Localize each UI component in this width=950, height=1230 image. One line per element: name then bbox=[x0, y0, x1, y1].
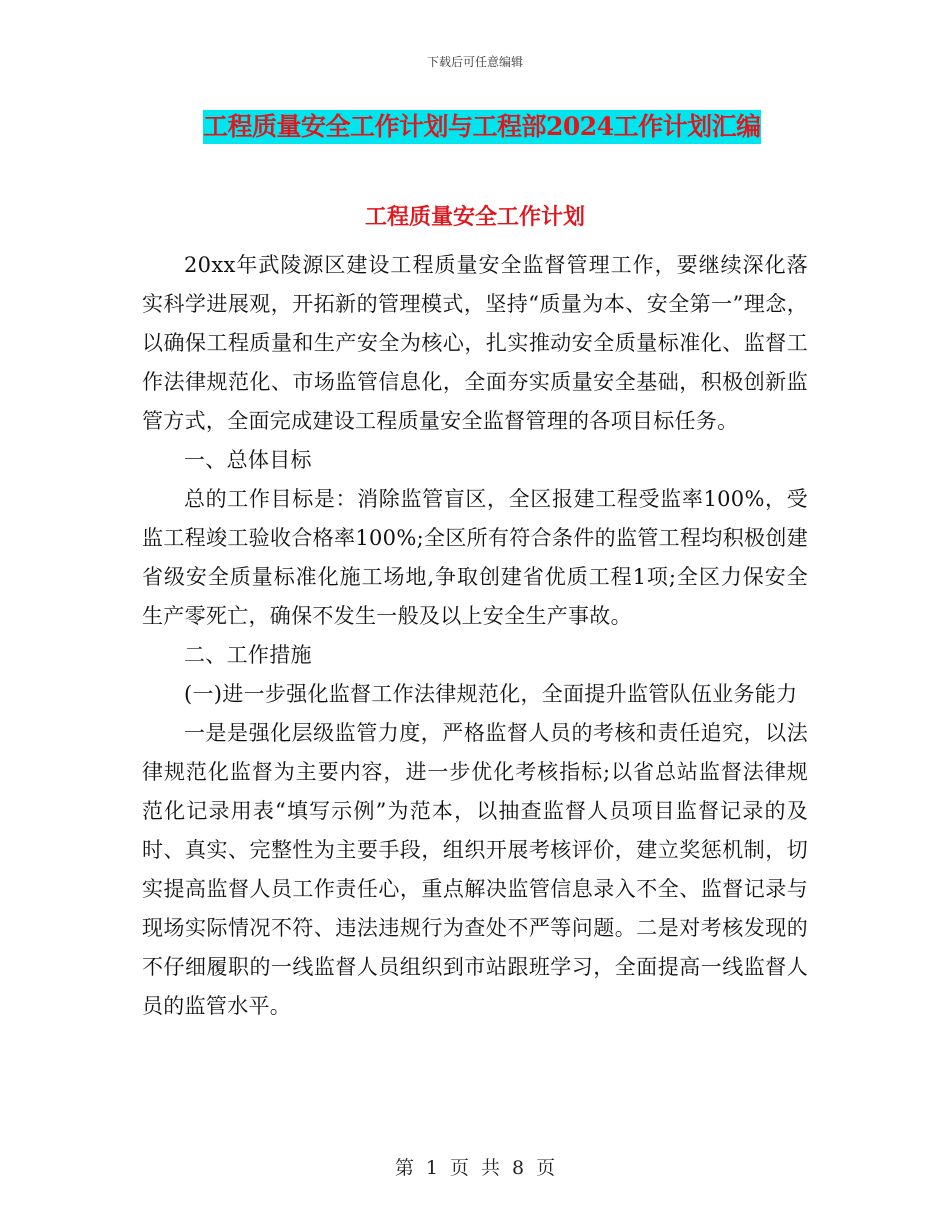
main-title: 工程质量安全工作计划与工程部2024工作计划汇编 bbox=[203, 110, 761, 144]
heading-work-measures: 二、工作措施 bbox=[184, 643, 312, 667]
header-note: 下载后可任意编辑 bbox=[426, 55, 523, 69]
section-title: 工程质量安全工作计划 bbox=[364, 204, 585, 230]
page-footer: 第 1 页 共 8 页 bbox=[394, 1157, 556, 1179]
paragraph-measure-1: (一)进一步强化监督工作法律规范化，全面提升监管队伍业务能力 bbox=[184, 682, 798, 706]
paragraph-intro: 20xx年武陵源区建设工程质量安全监督管理工作，要继续深化落实科学进展观，开拓新的管理模式，坚持“质量为本、安全第一”理念，以确保工程质量和生产安全为核心，扎实推动安全质量标准化、监督工作法律规范化、市场监管信息化，全面夯实质量安全基础，积极创新监管方式，全面完成建设工程质量安全监督管理的各项目标任务。 bbox=[142, 253, 808, 433]
heading-overall-goal: 一、总体目标 bbox=[184, 448, 312, 472]
body-text bbox=[142, 246, 808, 1026]
paragraph-goal: 总的工作目标是：消除监管盲区，全区报建工程受监率100%，受监工程竣工验收合格率100%;全区所有符合条件的监管工程均积极创建省级安全质量标准化施工场地,争取创建省优质工程1项;全区力保安全生产零死亡，确保不发生一般及以上安全生产事故。 bbox=[142, 487, 808, 628]
paragraph-measure-detail: 一是是强化层级监管力度，严格监督人员的考核和责任追究，以法律规范化监督为主要内容，进一步优化考核指标;以省总站监督法律规范化记录用表“填写示例”为范本，以抽查监督人员项目监督记录的及时、真实、完整性为主要手段，组织开展考核评价，建立奖惩机制，切实提高监督人员工作责任心，重点解决监管信息录入不全、监督记录与现场实际情况不符、违法违规行为查处不严等问题。二是对考核发现的不仔细履职的一线监督人员组织到市站跟班学习，全面提高一线监督人员的监管水平。 bbox=[142, 721, 808, 1018]
main-title-block bbox=[203, 110, 798, 144]
